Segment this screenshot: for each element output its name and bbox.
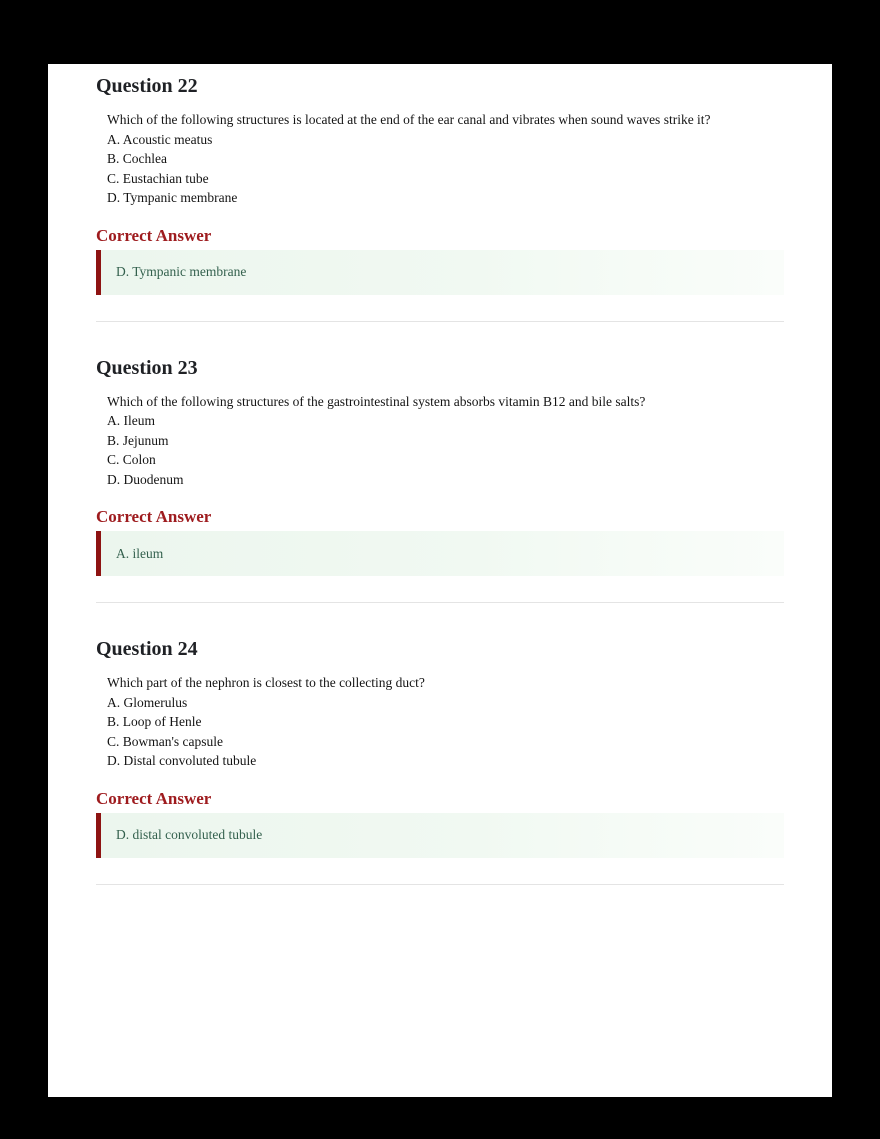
section-divider	[96, 884, 784, 885]
question-section-22	[96, 74, 784, 322]
question-section-23	[96, 356, 784, 604]
question-title: Question 23	[96, 356, 198, 379]
answer-option-d: D. Distal convoluted tubule	[107, 753, 257, 768]
question-prompt: Which part of the nephron is closest to the collecting duct?	[107, 675, 425, 690]
correct-answer-text: A. ileum	[116, 545, 164, 561]
correct-answer-box	[96, 250, 784, 295]
correct-answer-heading: Correct Answer	[96, 225, 212, 245]
correct-answer-heading: Correct Answer	[96, 788, 212, 808]
section-divider	[96, 321, 784, 322]
answer-option-c: C. Colon	[107, 452, 156, 467]
question-prompt: Which of the following structures is located at the end of the ear canal and vibrates when sound waves strike it?	[107, 112, 711, 127]
answer-option-a: A. Ileum	[107, 413, 155, 428]
correct-answer-text: D. Tympanic membrane	[116, 264, 247, 279]
answer-option-c: C. Bowman's capsule	[107, 733, 224, 749]
correct-answer-box	[96, 813, 784, 858]
answer-option-c: C. Eustachian tube	[107, 170, 209, 186]
document-page	[48, 64, 832, 1097]
question-body	[107, 392, 784, 490]
answer-option-a: A. Glomerulus	[107, 694, 188, 710]
answer-option-d: D. Duodenum	[107, 471, 184, 487]
answer-option-a: A. Acoustic meatus	[107, 131, 213, 147]
section-divider	[96, 602, 784, 603]
correct-answer-text: D. distal convoluted tubule	[116, 827, 263, 842]
question-body	[107, 673, 784, 771]
question-title: Question 24	[96, 638, 198, 660]
answer-option-b: B. Loop of Henle	[107, 714, 202, 729]
answer-option-d: D. Tympanic membrane	[107, 190, 238, 205]
question-section-24	[96, 637, 784, 885]
question-title: Question 22	[96, 75, 198, 97]
question-body	[107, 110, 784, 208]
question-prompt: Which of the following structures of the gastrointestinal system absorbs vitamin B12 and bile salts?	[107, 393, 646, 409]
correct-answer-heading: Correct Answer	[96, 507, 212, 526]
correct-answer-box	[96, 531, 784, 576]
answer-option-b: B. Jejunum	[107, 432, 169, 448]
answer-option-b: B. Cochlea	[107, 151, 167, 166]
